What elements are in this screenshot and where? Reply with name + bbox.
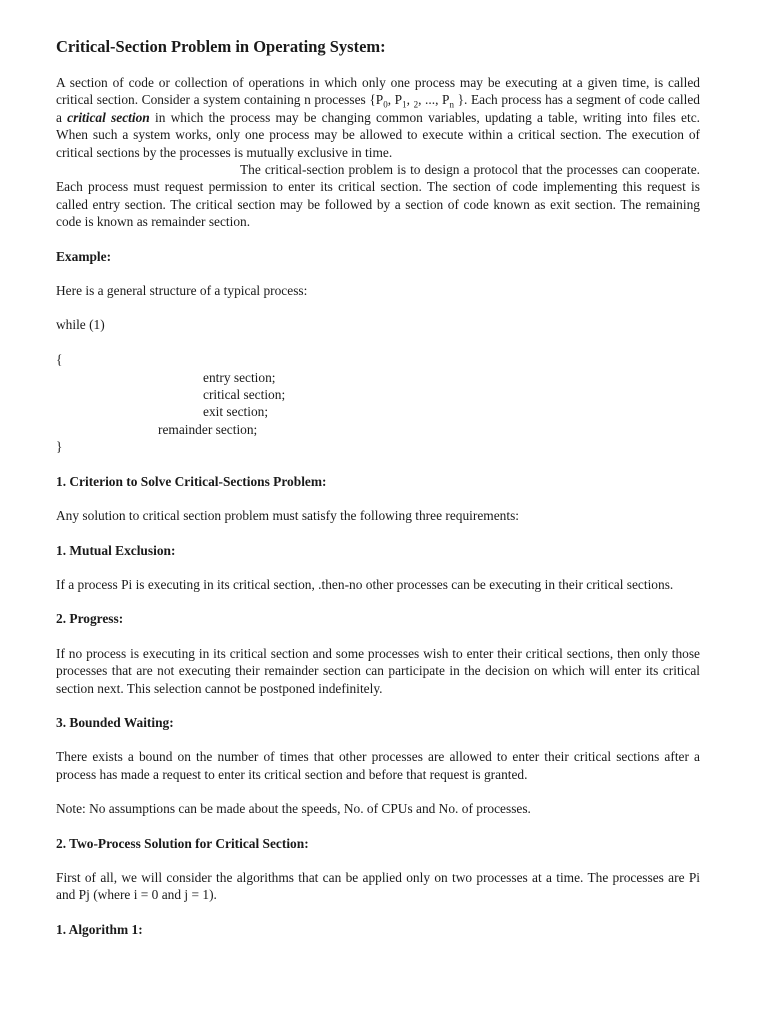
code-close-brace: } (56, 439, 63, 455)
intro-text-2: , P (387, 92, 403, 108)
note-text: Note: No assumptions can be made about the speeds, No. of CPUs and No. of processes. (56, 801, 531, 817)
code-while: while (1) (56, 317, 105, 333)
example-heading: Example: (56, 248, 112, 264)
subscript-n: n (449, 100, 454, 111)
mutual-exclusion-heading: 1. Mutual Exclusion: (56, 542, 176, 558)
document-page (56, 36, 700, 955)
intro-text-1: A section of code or collection of operations in which only one process may be executing at a given time, is called critical section. Consider a system containing n processes {P (56, 75, 700, 108)
two-process-heading: 2. Two-Process Solution for Critical Section: (56, 835, 309, 851)
code-blank-line (56, 334, 700, 351)
code-critical-section: critical section; (203, 387, 286, 403)
code-remainder-section: remainder section; (158, 421, 258, 437)
critical-section-emphasis: critical section (67, 109, 150, 125)
algorithm-1-heading: 1. Algorithm 1: (56, 921, 143, 937)
intro-text-6: in which the process may be changing common variables, updating a table, writing into files etc. When such a system works, only one process may be allowed to execute within a critical section. The execution of critical sections by the processes is mutually exclusive in time. (56, 109, 700, 160)
example-text: Here is a general structure of a typical process: (56, 283, 308, 299)
subscript-0: 0 (383, 100, 388, 111)
intro-text-4: , ..., P (418, 92, 450, 108)
progress-text: If no process is executing in its critical section and some processes wish to enter their critical sections, then only those processes that are not executing their remainder section can participate in the decision on which will enter its critical section next. This selection cannot be postponed indefinitely. (56, 645, 700, 696)
intro-paragraph (56, 74, 700, 231)
document-title: Critical-Section Problem in Operating System: (56, 37, 386, 56)
intro-text-3: , (406, 92, 414, 108)
code-exit-section: exit section; (203, 404, 269, 420)
mutual-exclusion-text: If a process Pi is executing in its critical section, .then-no other processes can be executing in their critical sections. (56, 576, 674, 592)
code-entry-section: entry section; (203, 369, 276, 385)
criterion-heading: 1. Criterion to Solve Critical-Sections Problem: (56, 473, 327, 489)
code-block (56, 316, 700, 455)
bounded-waiting-text: There exists a bound on the number of times that other processes are allowed to enter their critical sections after a process has made a request to enter its critical section and before that request is granted. (56, 749, 700, 782)
progress-heading: 2. Progress: (56, 611, 124, 627)
bounded-waiting-heading: 3. Bounded Waiting: (56, 714, 174, 730)
intro-text-7: The critical-section problem is to design a protocol that the processes can cooperate. Each process must request permission to enter its critical section. The section of code implementing this request is called entry section. The critical section may be followed by a section of code known as exit section. The remaining code is known as remainder section. (56, 162, 700, 230)
two-process-text: First of all, we will consider the algorithms that can be applied only on two processes at a time. The processes are Pi and Pj (where i = 0 and j = 1). (56, 869, 700, 903)
subscript-2: 2 (413, 100, 419, 111)
subscript-1: 1 (402, 100, 407, 111)
criterion-text: Any solution to critical section problem must satisfy the following three requirements: (56, 508, 519, 524)
code-open-brace: { (56, 352, 63, 368)
intro-text-5: }. Each process has a segment of code called a (56, 92, 700, 125)
